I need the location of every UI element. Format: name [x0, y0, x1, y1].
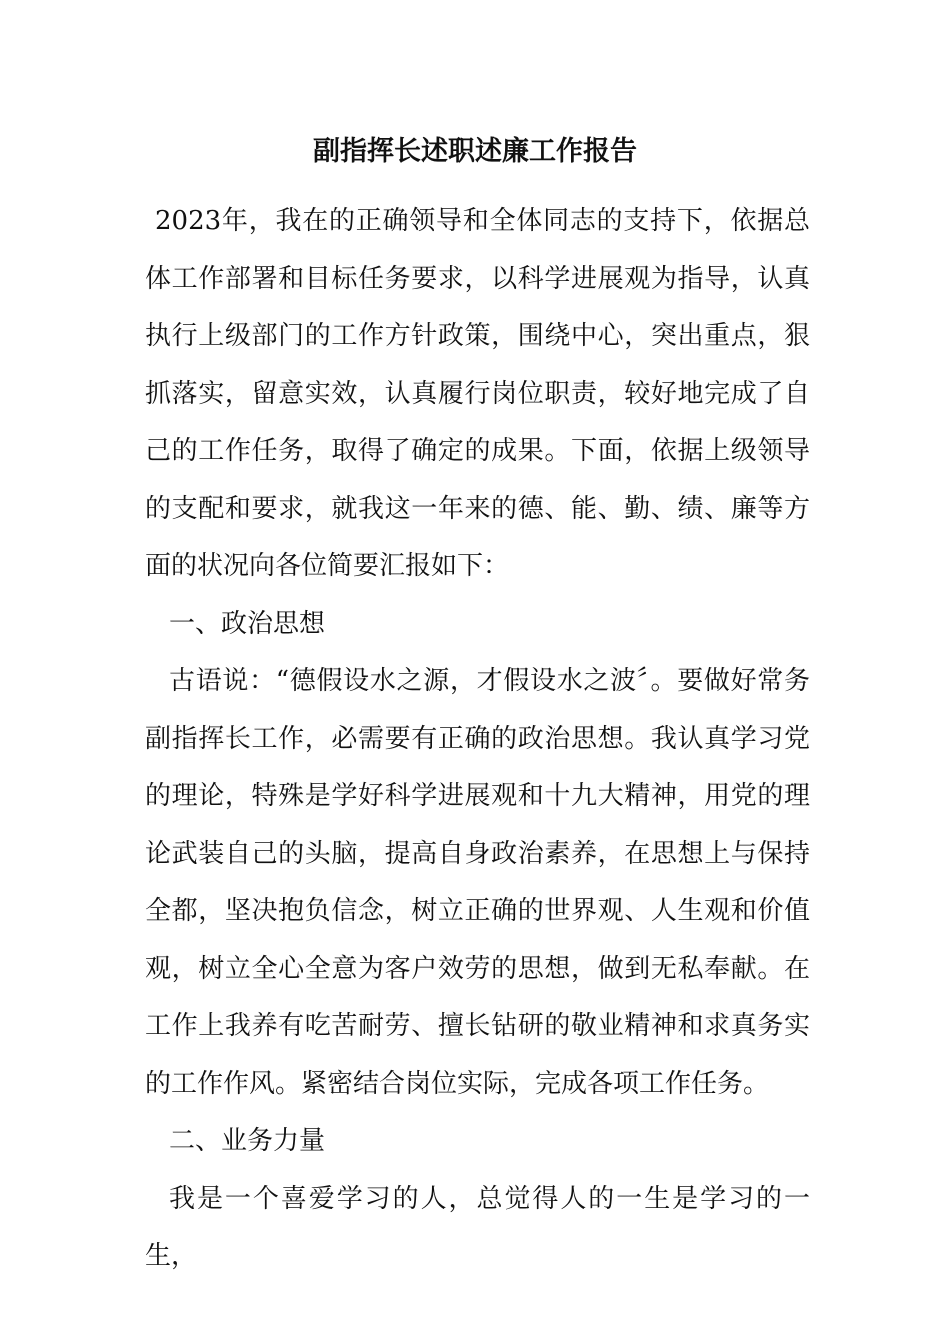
paragraph-politics: 古语说：“德假设水之源，才假设水之波〞。要做好常务副指挥长工作，必需要有正确的政治思想。我认真学习党的理论，特殊是学好科学进展观和十九大精神，用党的理论武装自己的头脑，提高自身政治素养，在思想上与保持全都，坚决抱负信念，树立正确的世界观、人生观和价值观，树立全心全意为客户效劳的思想，做到无私奉献。在工作上我养有吃苦耐劳、擅长钻研的敬业精神和求真务实的工作作风。紧密结合岗位实际，完成各项工作任务。 [145, 666, 810, 1099]
section-heading-politics: 一、政治思想 [169, 608, 326, 639]
document-body [145, 193, 810, 1286]
paragraph-business: 我是一个喜爱学习的人，总觉得人的一生是学习的一生， [145, 1183, 810, 1271]
section-heading-business: 二、业务力量 [169, 1126, 326, 1156]
paragraph-intro: 2023年，我在的正确领导和全体同志的支持下，依据总体工作部署和目标任务要求，以科学进展观为指导，认真执行上级部门的工作方针政策，围绕中心，突出重点，狠抓落实，留意实效，认真履行岗位职责，较好地完成了自己的工作任务，取得了确定的成果。下面，依据上级领导的支配和要求，就我这一年来的德、能、勤、绩、廉等方面的状况向各位简要汇报如下： [145, 206, 810, 581]
document-title: 副指挥长述职述廉工作报告 [313, 136, 637, 167]
